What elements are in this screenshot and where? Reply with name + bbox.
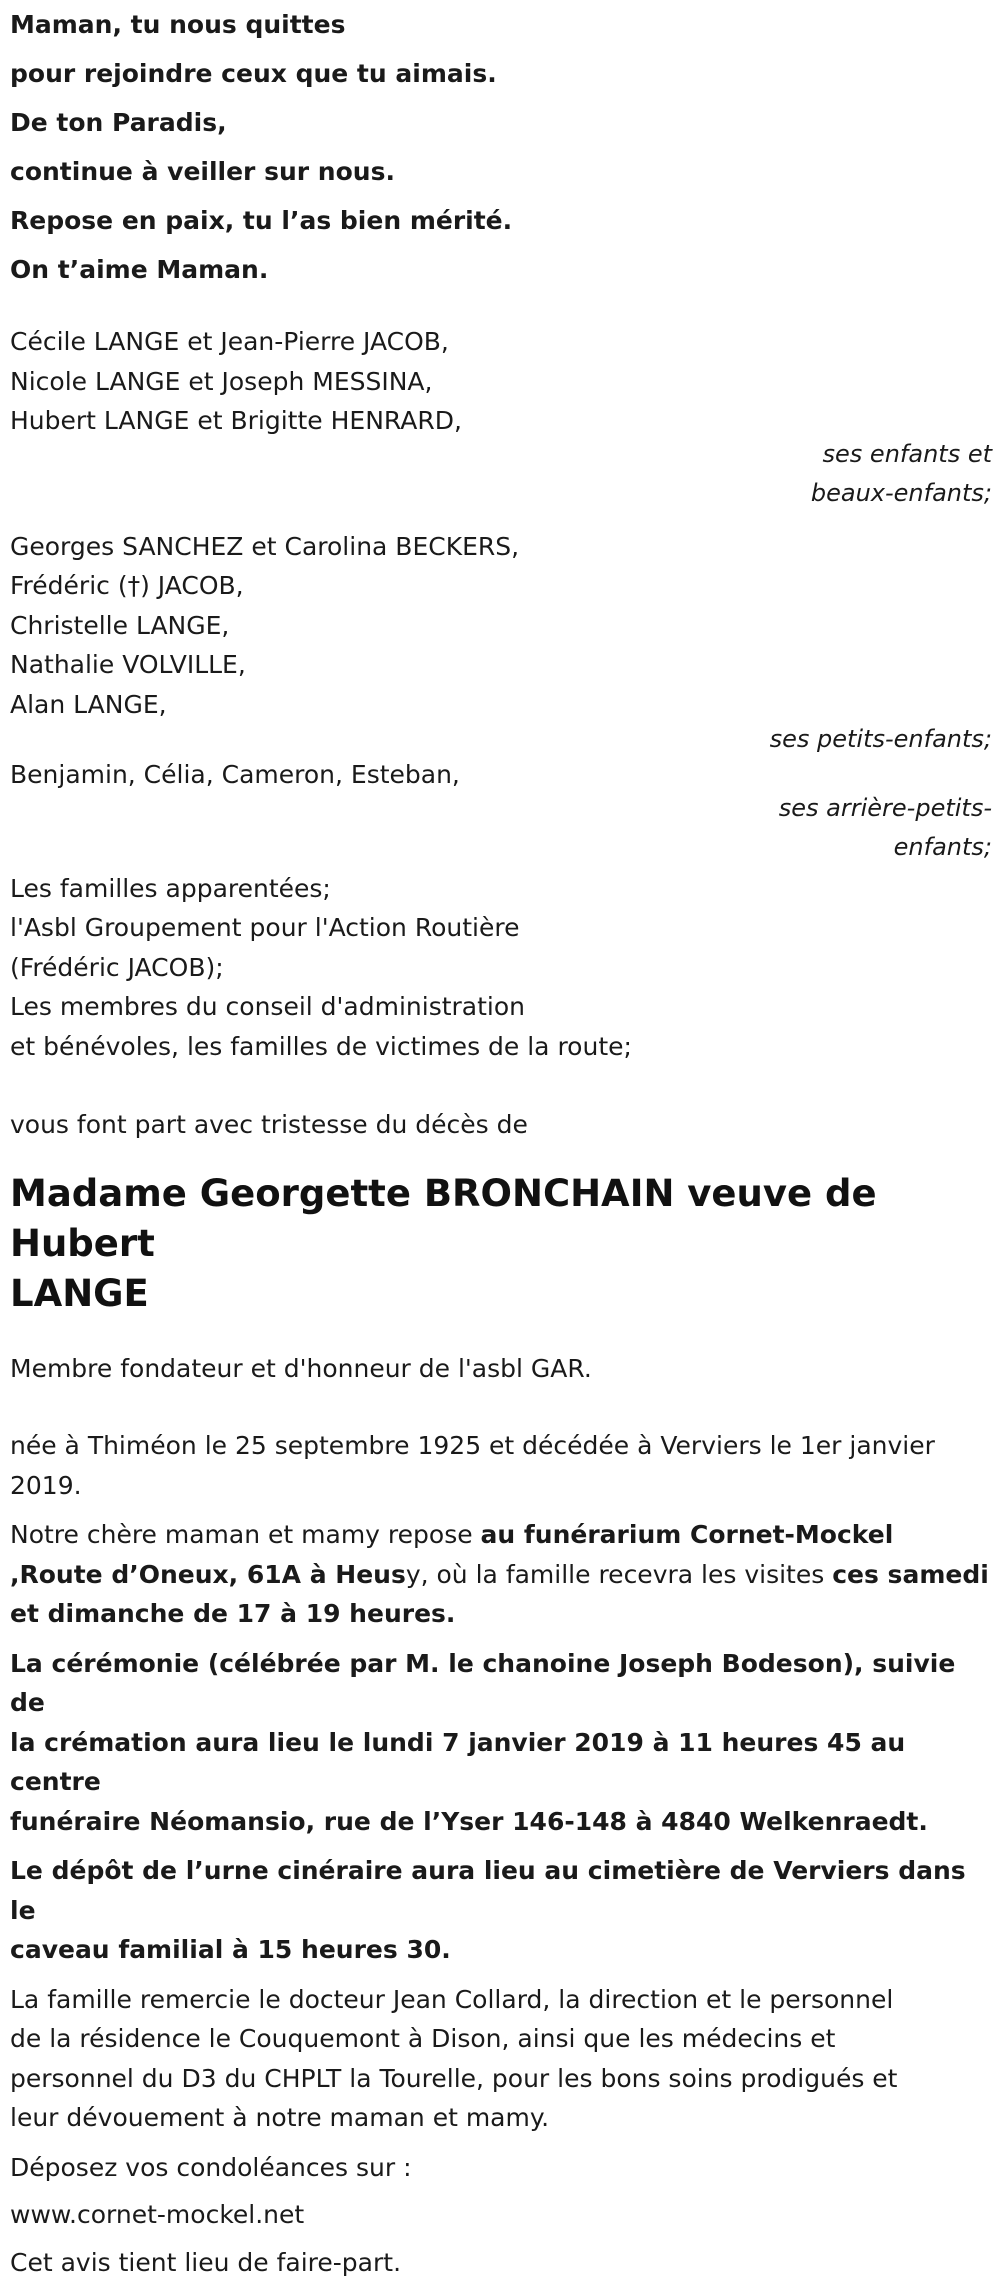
grandchild-name: Nathalie VOLVILLE, <box>10 645 992 685</box>
poem-line: pour rejoindre ceux que tu aimais. <box>10 49 992 98</box>
children-relation: ses enfants et <box>742 435 992 474</box>
ceremony-line: la crémation aura lieu le lundi 7 janvier 2019 à 11 heures 45 au centre <box>10 1723 992 1802</box>
great-grandchildren-group <box>10 755 992 867</box>
website-link[interactable]: www.cornet-mockel.net <box>10 2195 992 2235</box>
great-grandchildren-relation: ses arrière-petits- <box>742 789 992 828</box>
grandchildren-relation: ses petits-enfants; <box>10 720 992 759</box>
ceremony-info <box>10 1644 992 1842</box>
poem-line: Repose en paix, tu l’as bien mérité. <box>10 196 992 245</box>
thanks-line: La famille remercie le docteur Jean Collard, la direction et le personnel <box>10 1980 992 2020</box>
member-line: Membre fondateur et d'honneur de l'asbl GAR. <box>10 1349 992 1389</box>
rest-line <box>10 1555 992 1595</box>
thanks-line: de la résidence le Couquemont à Dison, ainsi que les médecins et <box>10 2019 992 2059</box>
others-group <box>10 869 992 1067</box>
poem-line: continue à veiller sur nous. <box>10 147 992 196</box>
deceased-name-line: LANGE <box>10 1269 992 1319</box>
rest-text: y, où la famille recevra les visites <box>406 1560 832 1589</box>
child-name: Hubert LANGE et Brigitte HENRARD, <box>10 401 992 441</box>
condolences-label: Déposez vos condoléances sur : <box>10 2148 992 2188</box>
poem <box>10 0 992 294</box>
grandchild-name: Frédéric (†) JACOB, <box>10 566 992 606</box>
urn-info <box>10 1851 992 1970</box>
poem-line: On t’aime Maman. <box>10 245 992 294</box>
grandchild-name: Alan LANGE, <box>10 685 992 725</box>
deceased-name-line: Madame Georgette BRONCHAIN veuve de Hubert <box>10 1169 992 1269</box>
obituary-content <box>10 0 992 2282</box>
poem-line: Maman, tu nous quittes <box>10 0 992 49</box>
great-grandchildren-relation: enfants; <box>742 828 992 867</box>
rest-text: Notre chère maman et mamy repose <box>10 1520 481 1549</box>
thanks-line: personnel du D3 du CHPLT la Tourelle, pour les bons soins prodigués et <box>10 2059 992 2099</box>
grandchildren-group <box>10 527 992 760</box>
rest-line <box>10 1515 992 1555</box>
rest-address: ,Route d’Oneux, 61A à Heus <box>10 1560 406 1589</box>
others-line: et bénévoles, les familles de victimes de la route; <box>10 1027 992 1067</box>
ceremony-line: funéraire Néomansio, rue de l’Yser 146-148 à 4840 Welkenraedt. <box>10 1802 992 1842</box>
thanks-info <box>10 1980 992 2138</box>
urn-line: Le dépôt de l’urne cinéraire aura lieu au cimetière de Verviers dans le <box>10 1851 992 1930</box>
great-grandchildren-names: Benjamin, Célia, Cameron, Esteban, <box>10 755 992 795</box>
rest-hours: et dimanche de 17 à 19 heures. <box>10 1594 992 1634</box>
child-name: Nicole LANGE et Joseph MESSINA, <box>10 362 992 402</box>
birth-death-info <box>10 1426 992 1505</box>
thanks-line: leur dévouement à notre maman et mamy. <box>10 2098 992 2138</box>
deceased-name <box>10 1169 992 1319</box>
child-name: Cécile LANGE et Jean-Pierre JACOB, <box>10 322 992 362</box>
rest-days: ces samedi <box>832 1560 989 1589</box>
children-relation: beaux-enfants; <box>742 474 992 513</box>
grandchild-name: Christelle LANGE, <box>10 606 992 646</box>
poem-line: De ton Paradis, <box>10 98 992 147</box>
announce-text: vous font part avec tristesse du décès de <box>10 1105 992 1145</box>
others-line: Les membres du conseil d'administration <box>10 987 992 1027</box>
children-group <box>10 322 992 513</box>
footer-note: Cet avis tient lieu de faire-part. <box>10 2243 992 2282</box>
birth-line: née à Thiméon le 25 septembre 1925 et décédée à Verviers le 1er janvier <box>10 1426 992 1466</box>
rest-place: au funérarium Cornet-Mockel <box>481 1520 894 1549</box>
others-line: l'Asbl Groupement pour l'Action Routière <box>10 908 992 948</box>
grandchild-name: Georges SANCHEZ et Carolina BECKERS, <box>10 527 992 567</box>
others-line: (Frédéric JACOB); <box>10 948 992 988</box>
urn-line: caveau familial à 15 heures 30. <box>10 1930 992 1970</box>
others-line: Les familles apparentées; <box>10 869 992 909</box>
ceremony-line: La cérémonie (célébrée par M. le chanoine Joseph Bodeson), suivie de <box>10 1644 992 1723</box>
rest-info <box>10 1515 992 1634</box>
birth-line: 2019. <box>10 1466 992 1506</box>
